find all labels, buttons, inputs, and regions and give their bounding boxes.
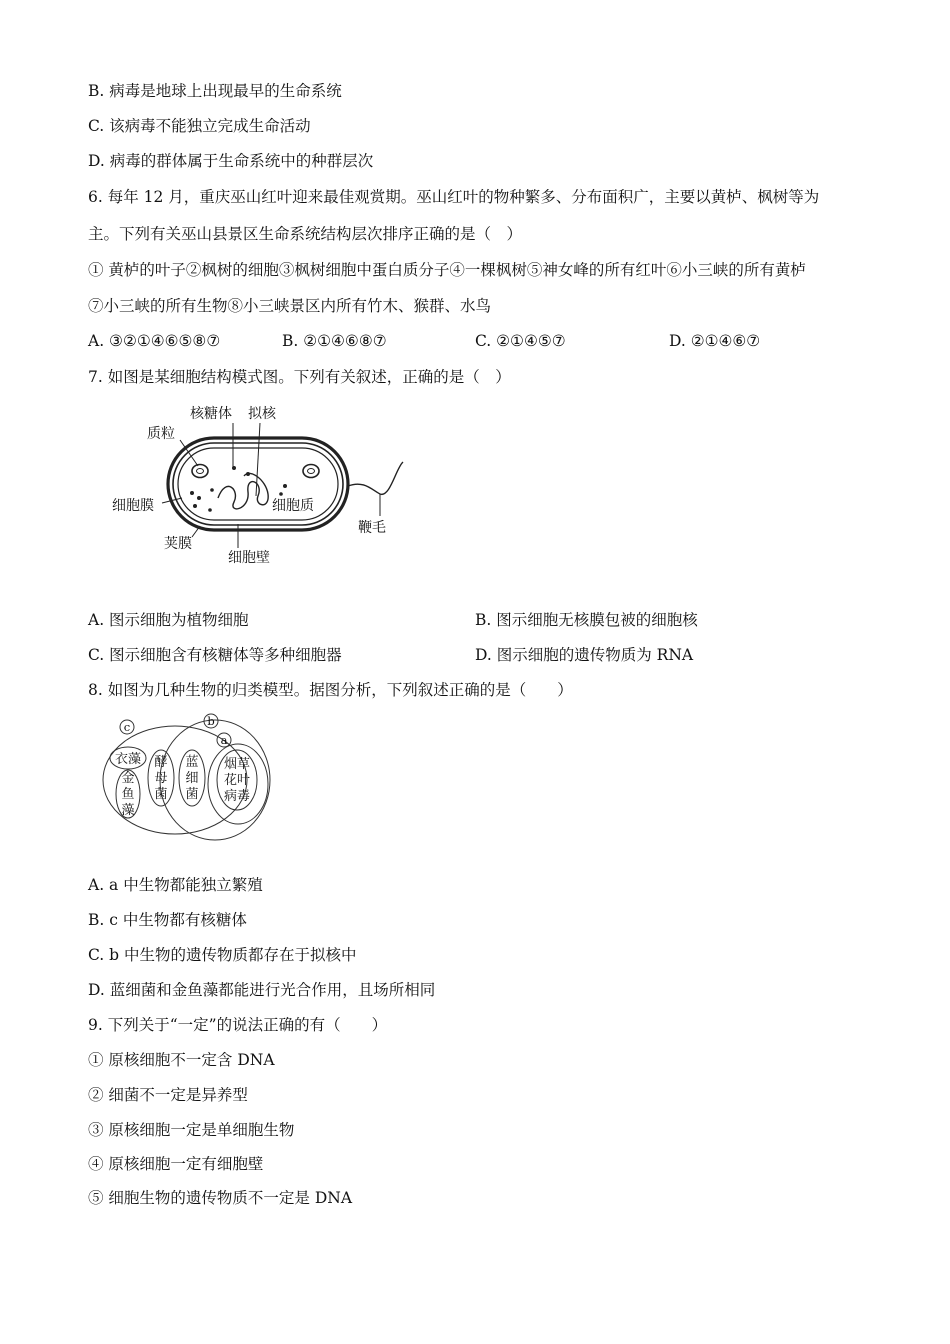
label-plasmid: 质粒	[147, 426, 175, 442]
set-b-letter: b	[207, 714, 215, 728]
label-jiaomujun-1: 酵	[154, 755, 168, 770]
q9-statement-4: ④ 原核细胞一定有细胞壁	[88, 1155, 264, 1173]
q6-items-line2: ⑦小三峡的所有生物⑧小三峡景区内所有竹木、猴群、水鸟	[88, 297, 492, 315]
q6-option-d: D. ②①④⑥⑦	[669, 332, 761, 350]
q5-option-c: C. 该病毒不能独立完成生命活动	[88, 117, 311, 135]
q6-stem-line2: 主。下列有关巫山县景区生命系统结构层次排序正确的是（ ）	[88, 225, 523, 243]
label-lanxijun-2: 细	[185, 771, 199, 786]
q9-statement-3: ③ 原核细胞一定是单细胞生物	[88, 1121, 295, 1139]
label-lanxijun-1: 蓝	[185, 755, 199, 770]
flagellum	[348, 462, 403, 494]
q8-option-c: C. b 中生物的遗传物质都存在于拟核中	[88, 946, 357, 964]
q9-statement-1: ① 原核细胞不一定含 DNA	[88, 1051, 275, 1069]
q6-option-a: A. ③②①④⑥⑤⑧⑦	[88, 332, 221, 350]
q7-stem: 7. 如图是某细胞结构模式图。下列有关叙述，正确的是（ ）	[88, 368, 511, 386]
label-jinyuzao-2: 鱼	[121, 787, 135, 802]
label-tmv-2: 花叶	[223, 773, 251, 788]
q8-option-b: B. c 中生物都有核糖体	[88, 911, 247, 929]
set-b-circle	[160, 720, 270, 840]
label-jiaomujun-2: 母	[154, 771, 168, 786]
label-cytoplasm: 细胞质	[272, 498, 314, 514]
label-ribosome: 核糖体	[190, 406, 232, 422]
label-jinyuzao-1: 金	[121, 771, 135, 786]
q7-option-b: B. 图示细胞无核膜包被的细胞核	[475, 611, 698, 629]
q9-statement-2: ② 细菌不一定是异养型	[88, 1086, 248, 1104]
classification-venn-diagram	[100, 710, 275, 845]
label-yizao: 衣藻	[114, 752, 142, 767]
q8-option-a: A. a 中生物都能独立繁殖	[88, 876, 263, 894]
set-c-letter: c	[123, 720, 131, 734]
label-tmv-3: 病毒	[223, 789, 251, 804]
plasmid	[192, 465, 208, 478]
q9-statement-5: ⑤ 细胞生物的遗传物质不一定是 DNA	[88, 1189, 353, 1207]
label-lanxijun-3: 菌	[185, 787, 199, 802]
set-a-letter: a	[220, 733, 228, 747]
q6-option-b: B. ②①④⑥⑧⑦	[282, 332, 387, 350]
q7-option-d: D. 图示细胞的遗传物质为 RNA	[475, 646, 694, 664]
q5-option-d: D. 病毒的群体属于生命系统中的种群层次	[88, 152, 374, 170]
q5-option-b: B. 病毒是地球上出现最早的生命系统	[88, 82, 342, 100]
q6-option-c: C. ②①④⑤⑦	[475, 332, 566, 350]
q9-stem: 9. 下列关于“一定”的说法正确的有（ ）	[88, 1016, 388, 1034]
label-capsule: 荚膜	[164, 536, 192, 552]
q8-option-d: D. 蓝细菌和金鱼藻都能进行光合作用，且场所相同	[88, 981, 436, 999]
bacterial-cell-diagram	[100, 398, 420, 573]
nucleoid-dna	[218, 473, 268, 508]
label-jiaomujun-3: 菌	[154, 787, 168, 802]
q6-items-line1: ① 黄栌的叶子②枫树的细胞③枫树细胞中蛋白质分子④一棵枫树⑤神女峰的所有红叶⑥小三峡的所有黄栌	[88, 261, 806, 279]
q7-option-a: A. 图示细胞为植物细胞	[88, 611, 249, 629]
label-flagellum: 鞭毛	[358, 520, 386, 536]
plasmid	[303, 465, 319, 478]
q8-stem: 8. 如图为几种生物的归类模型。据图分析，下列叙述正确的是（ ）	[88, 681, 573, 699]
label-nucleoid: 拟核	[248, 406, 276, 422]
q6-stem-line1: 6. 每年 12 月，重庆巫山红叶迎来最佳观赏期。巫山红叶的物种繁多、分布面积广，主要以黄栌、枫树等为	[88, 188, 820, 206]
label-cell-wall: 细胞壁	[228, 550, 270, 566]
label-jinyuzao-3: 藻	[121, 803, 135, 818]
label-cell-membrane: 细胞膜	[112, 498, 154, 514]
q7-option-c: C. 图示细胞含有核糖体等多种细胞器	[88, 646, 342, 664]
label-tmv-1: 烟草	[223, 757, 251, 772]
